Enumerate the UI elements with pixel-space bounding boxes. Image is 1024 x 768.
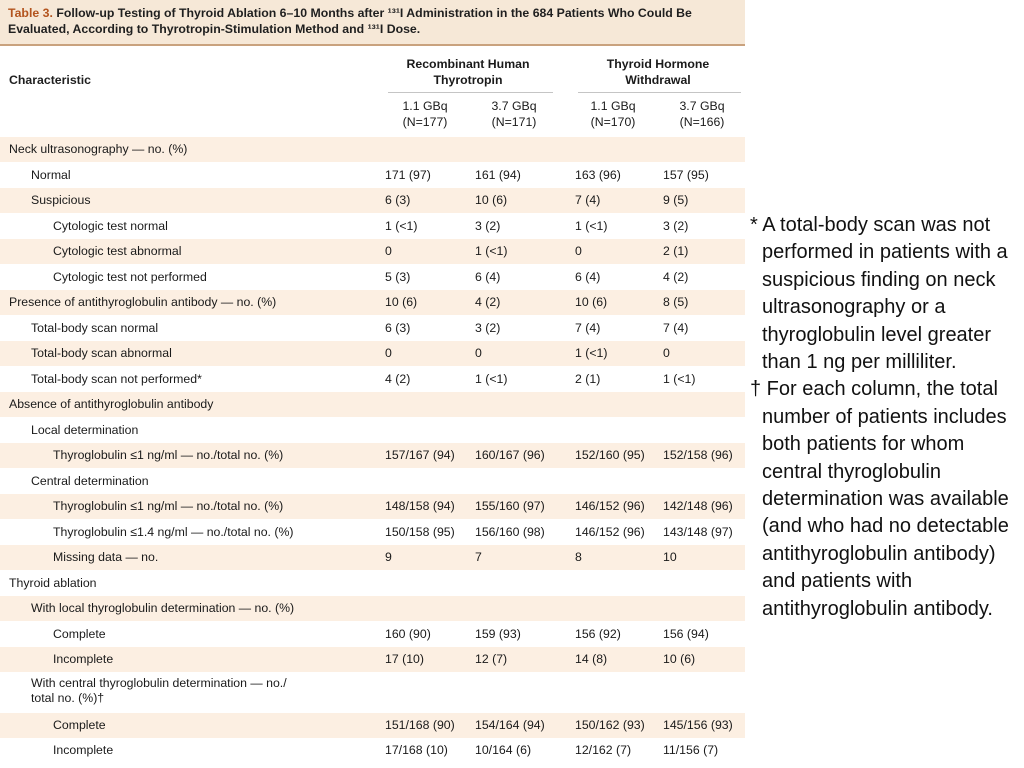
row-label: Central determination: [31, 473, 149, 488]
table-cell: 142/148 (96): [663, 499, 733, 513]
table-row: [0, 673, 745, 713]
table-cell: 1 (<1): [663, 371, 696, 386]
row-label: Incomplete: [53, 743, 114, 757]
row-label: Thyroglobulin ≤1 ng/ml — no./total no. (%): [53, 448, 284, 462]
table-cell: 9 (5): [663, 193, 689, 207]
row-label: Total-body scan abnormal: [31, 346, 172, 360]
group-divider: [578, 92, 741, 93]
table-cell: 2 (1): [575, 371, 601, 386]
table-cell: 0: [663, 346, 670, 360]
table-row: [0, 571, 745, 596]
table-cell: 12/162 (7): [575, 743, 632, 757]
table-row: [0, 290, 745, 315]
table-row: [0, 239, 745, 264]
row-label: Incomplete: [53, 652, 114, 666]
table-row: [0, 367, 745, 392]
row-label: Local determination: [31, 422, 139, 437]
table-cell: 154/164 (94): [475, 717, 545, 732]
table-cell: 3 (2): [475, 320, 501, 335]
table-cell: 3 (2): [663, 218, 689, 233]
table-cell: 0: [385, 244, 392, 258]
table-cell: 12 (7): [475, 652, 508, 666]
row-label: Cytologic test normal: [53, 218, 168, 233]
table-cell: 10: [663, 550, 677, 564]
row-label: Thyroid ablation: [9, 575, 97, 590]
table-title: [0, 0, 745, 46]
table-cell: 0: [575, 244, 582, 258]
table-cell: 1 (<1): [475, 244, 508, 258]
table-cell: 155/160 (97): [475, 499, 545, 513]
table-cell: 156 (92): [575, 626, 621, 641]
table-cell: 156 (94): [663, 626, 709, 641]
table-cell: 160 (90): [385, 626, 431, 641]
dose-header-col1: 1.1 GBq (N=177): [402, 99, 448, 129]
table-cell: 2 (1): [663, 244, 689, 258]
table-cell: 5 (3): [385, 269, 411, 284]
table-cell: 159 (93): [475, 626, 521, 641]
table-cell: 9: [385, 550, 392, 564]
row-label: Total-body scan not performed*: [31, 371, 202, 386]
table-cell: 4 (2): [663, 269, 689, 284]
table-cell: 4 (2): [385, 371, 411, 386]
table-cell: 148/158 (94): [385, 499, 455, 513]
table-cell: 146/152 (96): [575, 499, 645, 513]
row-label: Normal: [31, 167, 71, 182]
table-cell: 10 (6): [475, 193, 508, 207]
table-row: [0, 214, 745, 239]
table-cell: 8: [575, 550, 582, 564]
table-cell: 8 (5): [663, 295, 689, 309]
table-cell: 17/168 (10): [385, 743, 448, 757]
table-cell: 7 (4): [575, 193, 601, 207]
table-row: [0, 443, 745, 468]
table-cell: 1 (<1): [475, 371, 508, 386]
table-cell: 7 (4): [663, 320, 689, 335]
table-row: [0, 392, 745, 417]
row-label: Neck ultrasonography — no. (%): [9, 142, 188, 156]
table-cell: 1 (<1): [575, 218, 608, 233]
row-label: Thyroglobulin ≤1.4 ng/ml — no./total no. (%): [53, 524, 294, 539]
table-cell: 10 (6): [385, 295, 418, 309]
footnotes: [750, 212, 1020, 623]
table-row: [0, 137, 745, 162]
table-cell: 6 (3): [385, 320, 411, 335]
dose-header-col2: 3.7 GBq (N=171): [491, 99, 537, 129]
dose-header-col4: 3.7 GBq (N=166): [679, 99, 725, 129]
table-cell: 4 (2): [475, 295, 501, 309]
table-cell: 171 (97): [385, 167, 431, 182]
row-label: Total-body scan normal: [31, 320, 159, 335]
row-label: With central thyroglobulin determination — no./ total no. (%)†: [31, 675, 287, 705]
characteristic-header: Characteristic: [9, 73, 92, 87]
table-cell: 156/160 (98): [475, 524, 545, 539]
table-cell: 150/158 (95): [385, 524, 455, 539]
table-cell: 6 (3): [385, 193, 411, 207]
table-cell: 1 (<1): [385, 218, 418, 233]
table-row: [0, 418, 745, 443]
table-cell: 0: [385, 346, 392, 360]
table-row: [0, 520, 745, 545]
table-row: [0, 265, 745, 290]
table-row: [0, 713, 745, 738]
table-row: [0, 622, 745, 647]
table-cell: 143/148 (97): [663, 524, 733, 539]
table-cell: 3 (2): [475, 218, 501, 233]
row-label: Complete: [53, 626, 106, 641]
table-cell: 10 (6): [575, 295, 608, 309]
table-cell: 14 (8): [575, 652, 608, 666]
group-header-withdrawal: Thyroid Hormone Withdrawal: [606, 57, 710, 87]
table-row: [0, 647, 745, 672]
table-row: [0, 469, 745, 494]
table-row: [0, 163, 745, 188]
row-label: Absence of antithyroglobulin antibody: [9, 397, 214, 411]
table-cell: 152/158 (96): [663, 448, 733, 462]
row-label: Suspicious: [31, 193, 91, 207]
table-row: [0, 341, 745, 366]
table-cell: 6 (4): [575, 269, 601, 284]
row-label: Thyroglobulin ≤1 ng/ml — no./total no. (%): [53, 499, 284, 513]
dose-header-col3: 1.1 GBq (N=170): [590, 99, 636, 129]
row-label: Cytologic test not performed: [53, 269, 207, 284]
row-label: Presence of antithyroglobulin antibody — no. (%): [9, 295, 277, 309]
table-cell: 163 (96): [575, 167, 621, 182]
table-cell: 6 (4): [475, 269, 501, 284]
table-cell: 11/156 (7): [663, 743, 719, 757]
footnote-asterisk: * A total-body scan was not performed in patients with a suspicious finding on neck ultrasonography or a thyroglobulin level greater than 1 ng per milliliter.: [750, 214, 1008, 374]
row-label: Cytologic test abnormal: [53, 244, 182, 258]
table-cell: 150/162 (93): [575, 717, 645, 732]
table-number: Table 3.: [8, 6, 53, 20]
table-row: [0, 188, 745, 213]
row-label: With local thyroglobulin determination — no. (%): [31, 601, 295, 615]
group-divider: [388, 92, 553, 93]
table-title-text: Follow-up Testing of Thyroid Ablation 6–10 Months after ¹³¹I Administration in the 684 Patients Who Could Be Evaluated, According to Thyrotropin-Stimulation Method and ¹³¹I Dose.: [8, 6, 692, 36]
row-label: Complete: [53, 717, 106, 732]
table-row: [0, 545, 745, 570]
table-cell: 161 (94): [475, 167, 521, 182]
group-header-recombinant: Recombinant Human Thyrotropin: [406, 57, 530, 87]
table-cell: 157/167 (94): [385, 448, 455, 462]
table-cell: 145/156 (93): [663, 717, 733, 732]
footnote-dagger: † For each column, the total number of patients includes both patients for whom central thyroglobulin determination was available (and who had no detectable antithyroglobulin antibody) and patients with antithyroglobulin antibody.: [750, 378, 1009, 620]
table-row: [0, 316, 745, 341]
table-cell: 0: [475, 346, 482, 360]
table-cell: 160/167 (96): [475, 448, 545, 462]
table-cell: 10/164 (6): [475, 743, 532, 757]
table-cell: 7 (4): [575, 320, 601, 335]
table-row: [0, 494, 745, 519]
table-cell: 157 (95): [663, 167, 709, 182]
table-cell: 152/160 (95): [575, 448, 645, 462]
table-cell: 7: [475, 550, 482, 564]
table-cell: 151/168 (90): [385, 717, 455, 732]
table-row: [0, 738, 745, 763]
row-label: Missing data — no.: [53, 550, 159, 564]
table-cell: 146/152 (96): [575, 524, 645, 539]
table-cell: 17 (10): [385, 652, 424, 666]
table-cell: 1 (<1): [575, 346, 608, 360]
table-row: [0, 596, 745, 621]
table-cell: 10 (6): [663, 652, 696, 666]
